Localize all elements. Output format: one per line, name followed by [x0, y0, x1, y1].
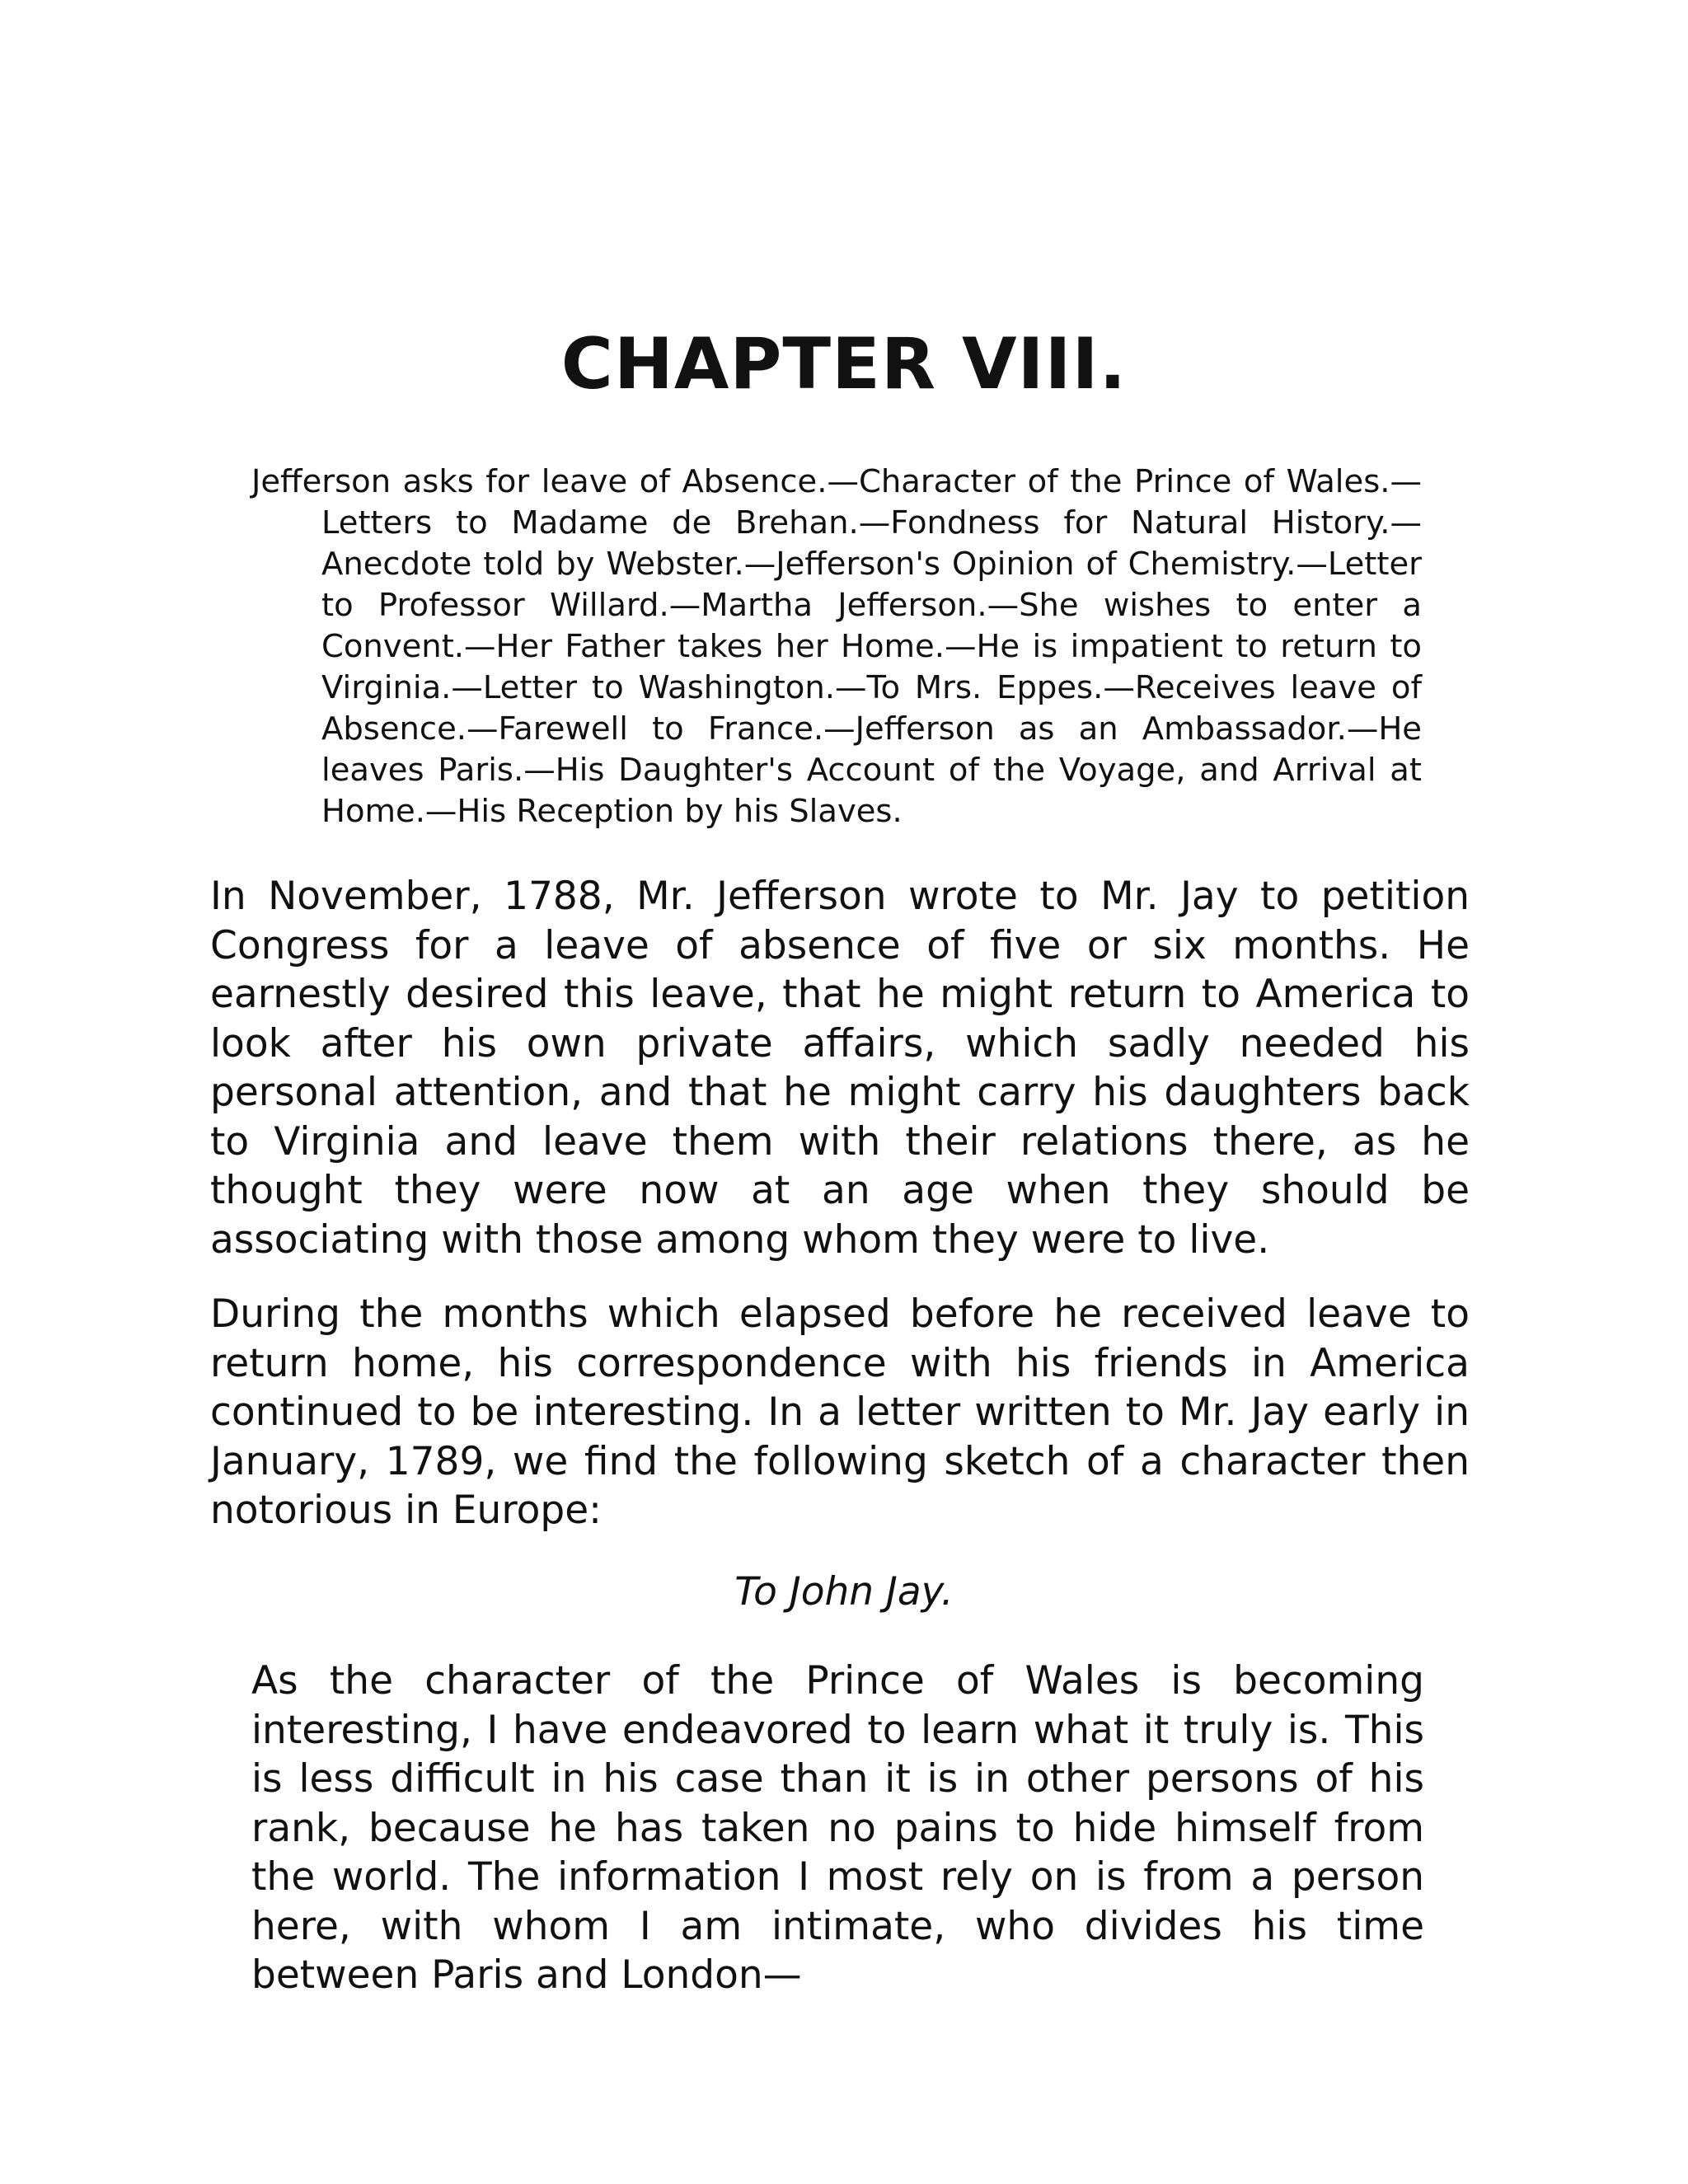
letter-body: As the character of the Prince of Wales is becoming interesting, I have endeavored to learn what it truly is. This is less difficult in his case than it is in other persons of his rank, because he has taken no pains to hide himself from the world. The information I most rely on is from a person here, with whom I am intimate, who divides his time between Paris and London— [251, 1658, 1424, 1998]
letter-heading: To John Jay. [734, 1569, 954, 1615]
chapter-title: CHAPTER VIII. [560, 323, 1128, 405]
paragraph-2: During the months which elapsed before he received leave to return home, his correspondence with his friends in America continued to be interesting. In a letter written to Mr. Jay early in January, 1789, we find the following sketch of a character then notorious in Europe: [210, 1291, 1470, 1533]
chapter-synopsis: Jefferson asks for leave of Absence.—Character of the Prince of Wales.—Letters to Madame de Brehan.—Fondness for Natural History.—Anecdote told by Webster.—Jefferson's Opinion of Chemistry.—Letter to Professor Willard.—Martha Jefferson.—She wishes to enter a Convent.—Her Father takes her Home.—He is impatient to return to Virginia.—Letter to Washington.—To Mrs. Eppes.—Receives leave of Absence.—Farewell to France.—Jefferson as an Ambassador.—He leaves Paris.—His Daughter's Account of the Voyage, and Arrival at Home.—His Reception by his Slaves. [251, 463, 1422, 830]
paragraph-1: In November, 1788, Mr. Jefferson wrote to Mr. Jay to petition Congress for a leave of absence of five or six months. He earnestly desired this leave, that he might return to America to look after his own private affairs, which sadly needed his personal attention, and that he might carry his daughters back to Virginia and leave them with their relations there, as he thought they were now at an age when they should be associating with those among whom they were to live. [210, 874, 1470, 1263]
